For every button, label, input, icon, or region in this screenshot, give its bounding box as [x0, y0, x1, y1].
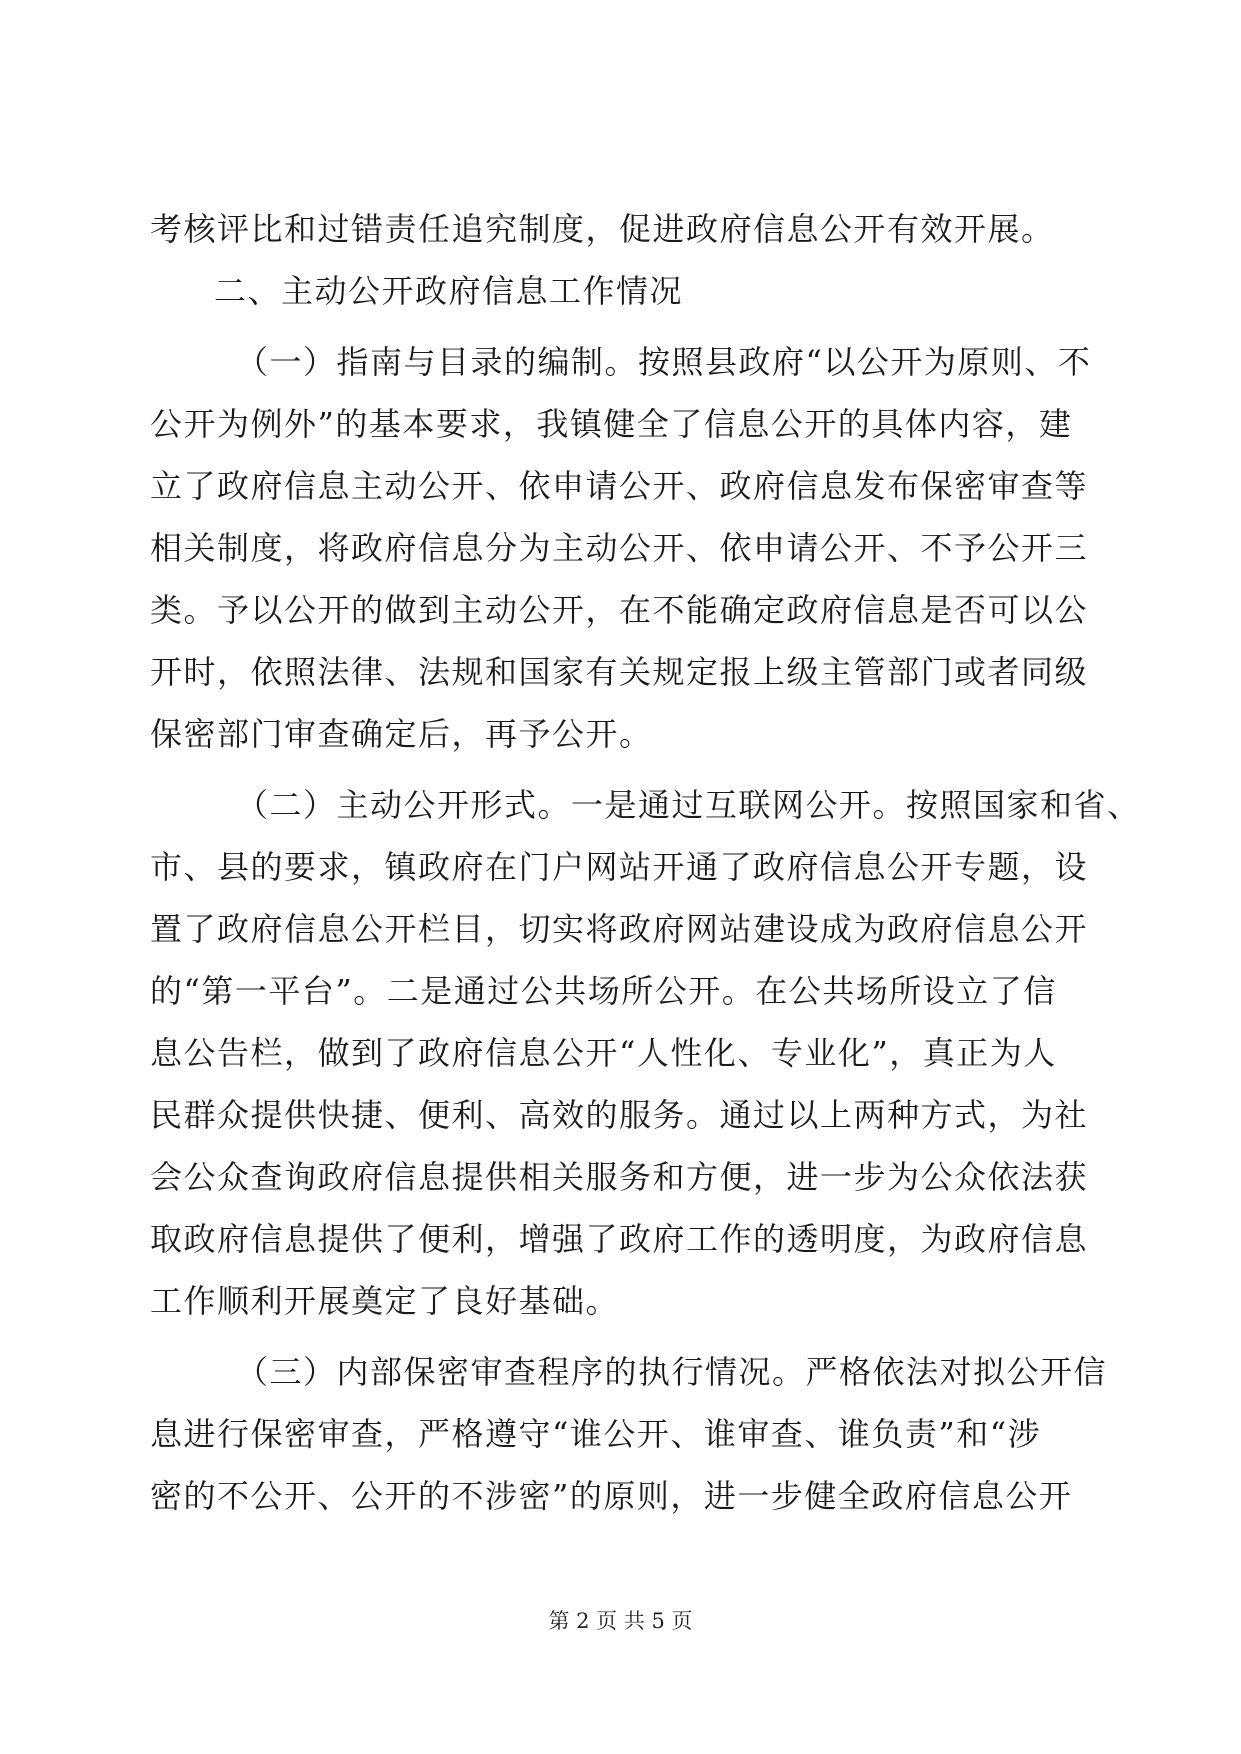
body-line: 密的不公开、公开的不涉密”的原则，进一步健全政府信息公开: [150, 1477, 1073, 1515]
body-line: 息公告栏，做到了政府信息公开“人性化、专业化”，真正为人: [150, 1034, 1057, 1072]
body-line: 公开为例外”的基本要求，我镇健全了信息公开的具体内容，建: [150, 405, 1073, 443]
body-line: 市、县的要求，镇政府在门户网站开通了政府信息公开专题，设: [150, 848, 1089, 886]
body-line: 开时，依照法律、法规和国家有关规定报上级主管部门或者同级: [150, 653, 1089, 691]
subsection-first-line: （一）指南与目录的编制。按照县政府“以公开为原则、不: [236, 343, 1092, 381]
body-line: 保密部门审查确定后，再予公开。: [150, 715, 653, 753]
section-heading: 二、主动公开政府信息工作情况: [214, 272, 684, 310]
body-line: 的“第一平台”。二是通过公共场所公开。在公共场所设立了信: [150, 972, 1057, 1010]
document-body: [150, 198, 1141, 1527]
body-line: 取政府信息提供了便利，增强了政府工作的透明度，为政府信息: [150, 1220, 1089, 1258]
body-line: 息进行保密审查，严格遵守“谁公开、谁审查、谁负责”和“涉: [150, 1415, 1042, 1453]
page-number-footer: 第 2 页 共 5 页: [548, 1609, 693, 1633]
body-line: 会公众查询政府信息提供相关服务和方便，进一步为公众依法获: [150, 1158, 1089, 1196]
subsection-first-line: （二）主动公开形式。一是通过互联网公开。按照国家和省、: [236, 786, 1141, 824]
body-line: 相关制度，将政府信息分为主动公开、依申请公开、不予公开三: [150, 529, 1089, 567]
body-line: 类。予以公开的做到主动公开，在不能确定政府信息是否可以公: [150, 591, 1089, 629]
body-line: 工作顺利开展奠定了良好基础。: [150, 1282, 620, 1320]
body-line: 置了政府信息公开栏目，切实将政府网站建设成为政府信息公开: [150, 910, 1089, 948]
body-line: 立了政府信息主动公开、依申请公开、政府信息发布保密审查等: [150, 467, 1089, 505]
body-line: 考核评比和过错责任追究制度，促进政府信息公开有效开展。: [150, 210, 1055, 248]
subsection-first-line: （三）内部保密审查程序的执行情况。严格依法对拟公开信: [236, 1353, 1108, 1391]
body-line: 民群众提供快捷、便利、高效的服务。通过以上两种方式，为社: [150, 1096, 1089, 1134]
